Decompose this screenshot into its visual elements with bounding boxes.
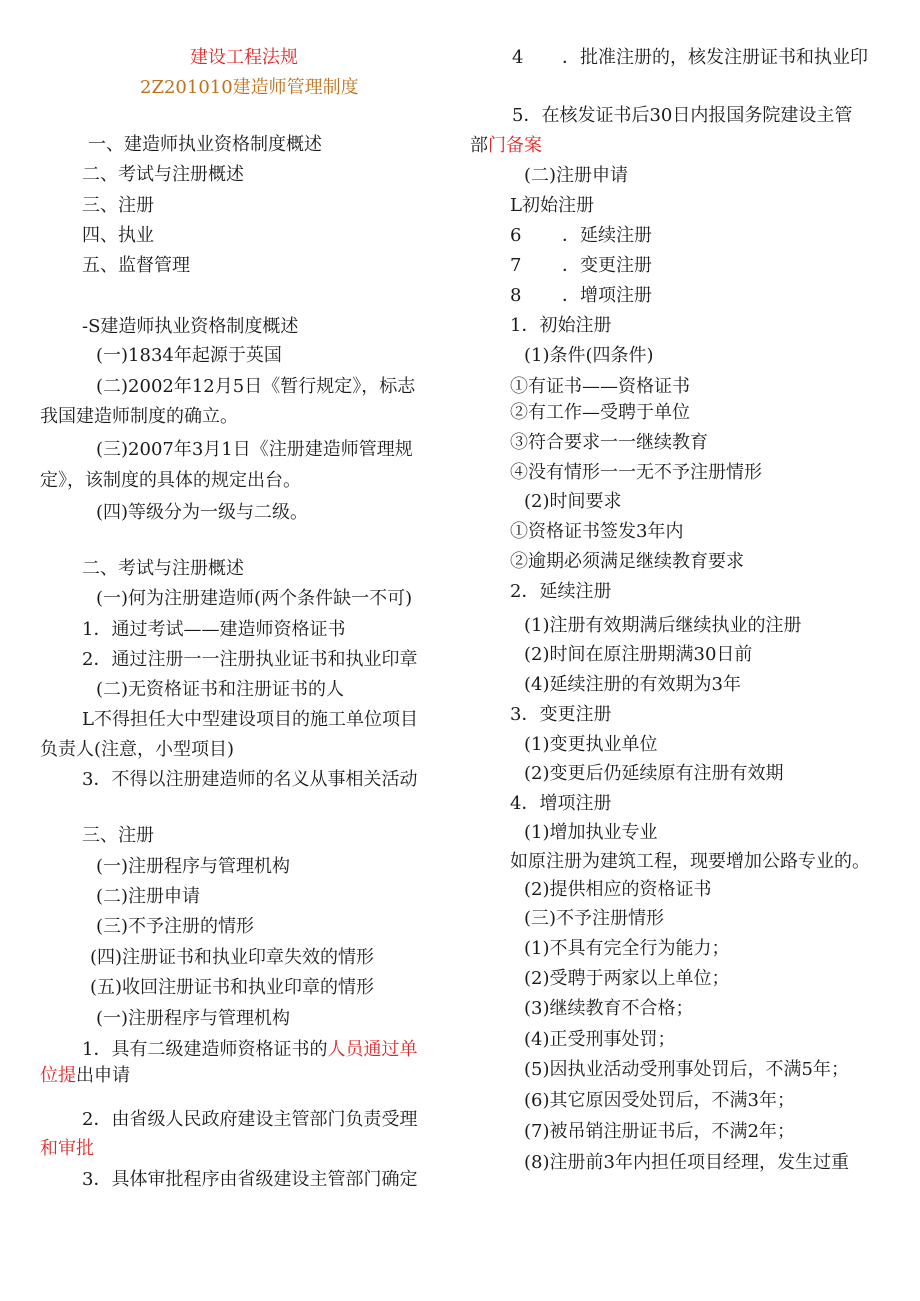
paragraph: (五)收回注册证书和执业印章的情形 (90, 977, 375, 998)
paragraph: (四)等级分为一级与二级。 (96, 502, 309, 523)
toc-item: 一、建造师执业资格制度概述 (88, 134, 322, 155)
highlight-text: 人员通过单 (327, 1039, 418, 1060)
paragraph: (3)继续教育不合格； (524, 998, 694, 1019)
paragraph: L不得担任大中型建设项目的施工单位项目 (82, 709, 418, 730)
paragraph: (2)提供相应的资格证书 (524, 879, 712, 900)
paragraph: ．增项注册 (562, 285, 652, 306)
list-number: 4 (512, 47, 524, 68)
paragraph: ③符合要求一一继续教育 (510, 432, 708, 453)
paragraph: (三)不予注册情形 (524, 908, 665, 929)
paragraph: (四)注册证书和执业印章失效的情形 (90, 947, 375, 968)
paragraph: 3．具体审批程序由省级建设主管部门确定 (82, 1169, 418, 1190)
paragraph: 1．初始注册 (510, 315, 612, 336)
paragraph (40, 1064, 130, 1088)
toc-item: 二、考试与注册概述 (82, 164, 244, 185)
paragraph: 3．不得以注册建造师的名义从事相关活动 (82, 769, 418, 790)
paragraph: ①资格证书签发3年内 (510, 521, 684, 542)
paragraph: ．变更注册 (562, 255, 652, 276)
paragraph: 2．由省级人民政府建设主管部门负责受理 (82, 1109, 418, 1130)
paragraph: (4)正受刑事处罚； (524, 1029, 676, 1050)
paragraph: (8)注册前3年内担任项目经理，发生过重 (524, 1152, 849, 1173)
text-span: 部 (470, 135, 488, 156)
paragraph: ①有证书——资格证书 (510, 376, 690, 397)
paragraph: (2)时间在原注册期满30日前 (524, 644, 753, 665)
paragraph: (一)1834年起源于英国 (96, 345, 282, 366)
paragraph: ④没有情形一一无不予注册情形 (510, 462, 762, 483)
paragraph: (二)无资格证书和注册证书的人 (96, 679, 345, 700)
paragraph: (5)因执业活动受刑事处罚后，不满5年； (524, 1059, 849, 1080)
paragraph: 我国建造师制度的确立。 (40, 406, 238, 427)
paragraph: (一)注册程序与管理机构 (96, 856, 291, 877)
paragraph: 1．通过考试——建造师资格证书 (82, 619, 346, 640)
paragraph: (一)何为注册建造师(两个条件缺一不可) (96, 588, 413, 609)
paragraph: ．批准注册的，核发注册证书和执业印 (562, 47, 868, 68)
paragraph: (1)不具有完全行为能力； (524, 938, 730, 959)
toc-item: 四、执业 (82, 225, 154, 246)
list-number: 7 (510, 255, 522, 276)
paragraph: (二)2002年12月5日《暂行规定》，标志 (96, 376, 416, 397)
paragraph: (1)条件(四条件) (524, 345, 654, 366)
paragraph: L初始注册 (510, 195, 594, 216)
document-subtitle: 2Z201010建造师管理制度 (140, 77, 359, 98)
paragraph: (2)受聘于两家以上单位； (524, 968, 730, 989)
paragraph: 5．在核发证书后30日内报国务院建设主管 (512, 105, 853, 126)
paragraph: (二)注册申请 (524, 165, 629, 186)
paragraph (82, 1038, 417, 1062)
document-title: 建设工程法规 (190, 47, 298, 68)
paragraph: (1)增加执业专业 (524, 822, 658, 843)
paragraph: ②逾期必须满足继续教育要求 (510, 551, 744, 572)
section-heading: -S建造师执业资格制度概述 (82, 316, 299, 337)
paragraph: 如原注册为建筑工程，现要增加公路专业的。 (510, 851, 870, 872)
paragraph: 负责人(注意，小型项目) (40, 739, 235, 760)
paragraph: (6)其它原因受处罚后，不满3年； (524, 1090, 795, 1111)
highlight-text: 位提 (40, 1065, 76, 1086)
paragraph: (三)不予注册的情形 (96, 916, 255, 937)
paragraph (470, 134, 542, 158)
paragraph: 3．变更注册 (510, 704, 612, 725)
paragraph: (4)延续注册的有效期为3年 (524, 674, 741, 695)
paragraph: (1)注册有效期满后继续执业的注册 (524, 615, 802, 636)
paragraph: 定》，该制度的具体的规定出台。 (40, 470, 301, 491)
list-number: 6 (510, 225, 522, 246)
paragraph: (7)被吊销注册证书后，不满2年； (524, 1121, 795, 1142)
paragraph: 2．通过注册一一注册执业证书和执业印章 (82, 649, 418, 670)
paragraph: 4．增项注册 (510, 793, 612, 814)
text-span: 1．具有二级建造师资格证书的 (82, 1039, 328, 1060)
toc-item: 三、注册 (82, 195, 154, 216)
paragraph: (2)变更后仍延续原有注册有效期 (524, 763, 784, 784)
section-heading: 三、注册 (82, 825, 154, 846)
highlight-text: 门备案 (488, 135, 542, 156)
section-heading: 二、考试与注册概述 (82, 558, 244, 579)
paragraph: (2)时间要求 (524, 491, 622, 512)
toc-item: 五、监督管理 (82, 255, 190, 276)
paragraph: (三)2007年3月1日《注册建造师管理规 (96, 439, 413, 460)
list-number: 8 (510, 285, 522, 306)
highlight-text: 和审批 (40, 1138, 94, 1159)
text-span: 出申请 (76, 1065, 130, 1086)
paragraph: (二)注册申请 (96, 886, 201, 907)
paragraph: (一)注册程序与管理机构 (96, 1008, 291, 1029)
paragraph: 2．延续注册 (510, 581, 612, 602)
paragraph: ．延续注册 (562, 225, 652, 246)
paragraph: (1)变更执业单位 (524, 734, 658, 755)
paragraph: ②有工作—受聘于单位 (510, 402, 690, 423)
